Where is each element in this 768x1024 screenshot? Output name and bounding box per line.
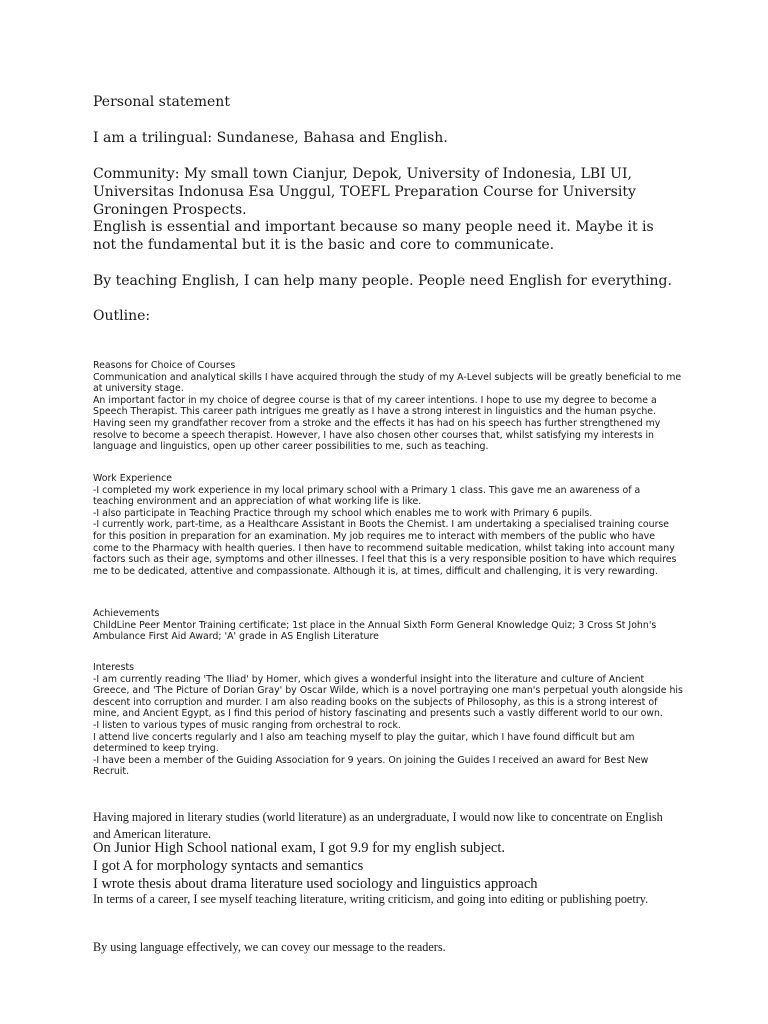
language-statement: By using language effectively, we can covey our message to the readers. <box>93 940 446 954</box>
interests-paragraph-4: -I have been a member of the Guiding Association for 9 years. On joining the Guides I received an award for Best New Recruit. <box>93 754 649 778</box>
reasons-paragraph-1: Communication and analytical skills I have acquired through the study of my A-Level subjects will be greatly beneficial to me at university stage. <box>93 371 682 395</box>
english-essential-statement: English is essential and important because so many people need it. Maybe it is not the fundamental but it is the basic and core to communicate. <box>93 219 654 253</box>
reasons-heading: Reasons for Choice of Courses <box>93 360 236 371</box>
literary-statement: Having majored in literary studies (world literature) as an undergraduate, I would now like to concentrate on English and American literature. <box>93 810 663 841</box>
work-paragraph-3: -I currently work, part-time, as a Healthcare Assistant in Boots the Chemist. I am undertaking a specialised training course for this position in preparation for an examination. My job requires me to interact with members of the public who have come to the Pharmacy with health queries. I then have to recommend suitable medication, whilst taking into account many factors such as their age, symptoms and other illnesses. I feel that this is a very responsible position to have which requires me to be dedicated, attentive and compassionate. Although it is, at times, difficult and challenging, it is very rewarding. <box>93 519 677 577</box>
interests-paragraph-1: -I am currently reading 'The Iliad' by Homer, which gives a wonderful insight into the literature and culture of Ancient Greece, and 'The Picture of Dorian Gray' by Oscar Wilde, which is a novel portraying one man's perpetual youth alongside his descent into corruption and murder. I am also reading books on the subjects of Philosophy, as this is a strong interest of mine, and Ancient Egypt, as I find this period of history fascinating and presents such a vastly different world to our own. <box>93 673 683 720</box>
morphology-statement: I got A for morphology syntacts and semantics <box>93 858 364 874</box>
work-experience-section <box>93 473 683 577</box>
achievements-heading: Achievements <box>93 608 160 619</box>
work-paragraph-1: -I completed my work experience in my local primary school with a Primary 1 class. This gave me an awareness of a teaching environment and an appreciation of what working life is like. <box>93 484 641 508</box>
achievements-paragraph: ChildLine Peer Mentor Training certificate; 1st place in the Annual Sixth Form General Knowledge Quiz; 3 Cross St John's Ambulance First Aid Award; 'A' grade in AS English Literature <box>93 619 657 643</box>
reasons-paragraph-2: An important factor in my choice of degree course is that of my career intentions. I hope to use my degree to become a Speech Therapist. This career path intrigues me greatly as I have a strong interest in linguistics and the human psyche. Having seen my grandfather recover from a stroke and the effects it has had on his speech has further strengthened my resolve to become a speech therapist. However, I have also chosen other courses that, whilst satisfying my interests in language and linguistics, open up other career possibilities to me, such as teaching. <box>93 394 661 453</box>
achievements-section <box>93 608 683 643</box>
interests-section <box>93 662 683 778</box>
reasons-section <box>93 360 683 453</box>
community-statement: Community: My small town Cianjur, Depok, University of Indonesia, LBI UI, Universitas Indonusa Esa Unggul, TOEFL Preparation Course for University Groningen Prospects. <box>93 166 636 218</box>
work-heading: Work Experience <box>93 473 172 484</box>
interests-paragraph-2: -I listen to various types of music ranging from orchestral to rock. <box>93 719 401 731</box>
interests-paragraph-3: I attend live concerts regularly and I also am teaching myself to play the guitar, which I have found difficult but am determined to keep trying. <box>93 731 635 755</box>
interests-heading: Interests <box>93 662 135 673</box>
trilingual-statement: I am a trilingual: Sundanese, Bahasa and English. <box>93 130 448 146</box>
junior-high-statement: On Junior High School national exam, I got 9.9 for my english subject. <box>93 840 505 856</box>
career-statement: In terms of a career, I see myself teaching literature, writing criticism, and going into editing or publishing poetry. <box>93 892 649 906</box>
teaching-statement: By teaching English, I can help many people. People need English for everything. <box>93 273 672 289</box>
document-title: Personal statement <box>93 94 230 110</box>
outline-label: Outline: <box>93 308 151 324</box>
work-paragraph-2: -I also participate in Teaching Practice through my school which enables me to work with Primary 6 pupils. <box>93 507 593 519</box>
thesis-statement: I wrote thesis about drama literature used sociology and linguistics approach <box>93 876 538 892</box>
